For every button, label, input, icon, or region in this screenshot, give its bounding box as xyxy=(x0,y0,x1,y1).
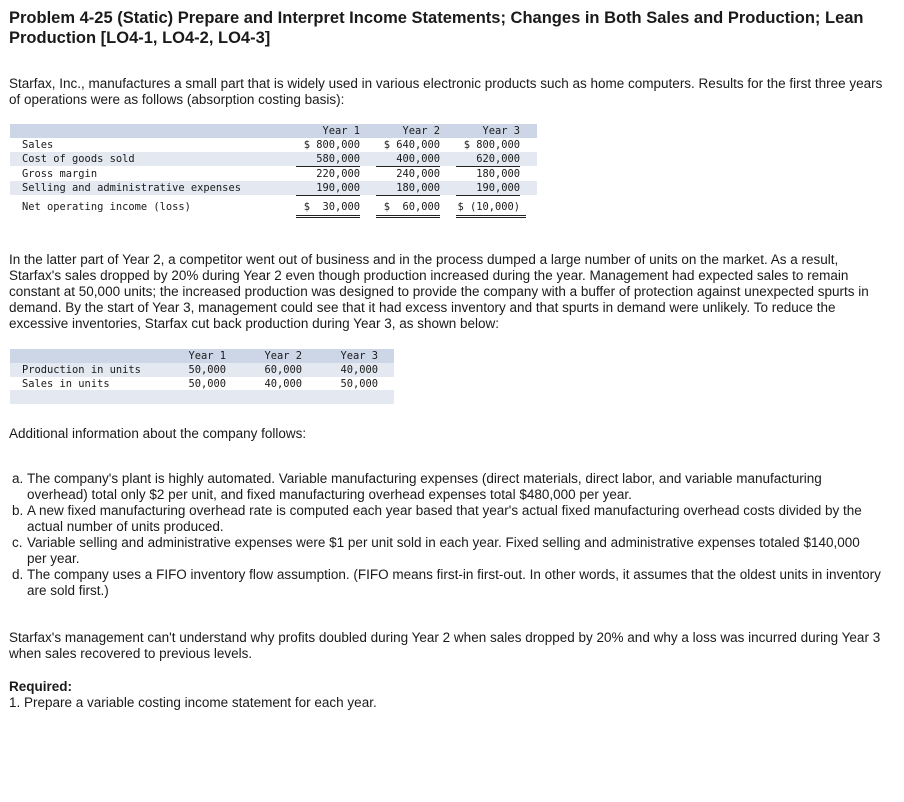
list-item-text: The company's plant is highly automated. Variable manufacturing expenses (direct materials, direct labor, and variable manufacturing overhead) total only $2 per unit, and fixed manufacturing overhead expenses total $480,000 per year. xyxy=(27,471,822,502)
total-double-underline xyxy=(376,217,440,218)
units-table xyxy=(10,349,394,404)
sales-year-2: $ 640,000 xyxy=(383,139,440,151)
list-item xyxy=(12,503,882,535)
row-label-sales-units: Sales in units xyxy=(22,378,110,390)
row-label-selling-admin: Selling and administrative expenses xyxy=(22,182,241,194)
required-heading: Required: xyxy=(9,679,73,694)
total-double-underline xyxy=(296,215,360,216)
sales-units-year-3: 50,000 xyxy=(340,378,378,390)
units-header-year-1: Year 1 xyxy=(188,350,226,362)
selling-admin-year-1: 190,000 xyxy=(316,182,360,194)
gross-margin-year-2: 240,000 xyxy=(396,168,440,180)
production-year-2: 60,000 xyxy=(264,364,302,376)
column-header-year-2: Year 2 xyxy=(402,125,440,137)
production-year-1: 50,000 xyxy=(188,364,226,376)
list-item xyxy=(12,471,882,503)
cogs-year-1: 580,000 xyxy=(316,153,360,165)
units-header-year-2: Year 2 xyxy=(264,350,302,362)
row-label-gross-margin: Gross margin xyxy=(22,168,98,180)
table-footer-band xyxy=(10,390,394,404)
column-header-year-3: Year 3 xyxy=(482,125,520,137)
list-marker: d. xyxy=(12,567,24,582)
selling-admin-year-3: 190,000 xyxy=(476,182,520,194)
sales-units-year-2: 40,000 xyxy=(264,378,302,390)
sales-year-3: $ 800,000 xyxy=(463,139,520,151)
management-paragraph: Starfax's management can't understand why profits doubled during Year 2 when sales dropped by 20% and why a loss was incurred during Year 3 when sales recovered to previous levels. xyxy=(9,630,881,661)
income-statement-table xyxy=(10,124,537,217)
net-income-year-3: $ (10,000) xyxy=(457,201,520,213)
list-marker: b. xyxy=(12,503,24,518)
column-header-year-1: Year 1 xyxy=(322,125,360,137)
list-marker: a. xyxy=(12,471,24,486)
production-year-3: 40,000 xyxy=(340,364,378,376)
cogs-year-2: 400,000 xyxy=(396,153,440,165)
list-item-text: The company uses a FIFO inventory flow assumption. (FIFO means first-in first-out. In other words, it assumes that the oldest units in inventory are sold first.) xyxy=(27,567,881,598)
total-double-underline xyxy=(456,215,526,216)
problem-title: Problem 4-25 (Static) Prepare and Interpret Income Statements; Changes in Both Sales and Production; Lean Production [LO4-1, LO4-2, LO4-3] xyxy=(9,9,864,47)
total-double-underline xyxy=(296,217,360,218)
net-income-year-1: $ 30,000 xyxy=(303,201,360,213)
total-double-underline xyxy=(456,217,526,218)
row-label-sales: Sales xyxy=(22,139,54,151)
list-item-text: A new fixed manufacturing overhead rate is computed each year based that year's actual fixed manufacturing overhead costs divided by the actual number of units produced. xyxy=(27,503,862,534)
sales-year-1: $ 800,000 xyxy=(303,139,360,151)
required-item: 1. Prepare a variable costing income statement for each year. xyxy=(9,695,377,710)
list-marker: c. xyxy=(12,535,23,550)
total-double-underline xyxy=(376,215,440,216)
selling-admin-year-2: 180,000 xyxy=(396,182,440,194)
row-label-net-operating-income: Net operating income (loss) xyxy=(22,201,191,213)
gross-margin-year-1: 220,000 xyxy=(316,168,360,180)
sales-units-year-1: 50,000 xyxy=(188,378,226,390)
cogs-year-3: 620,000 xyxy=(476,153,520,165)
subtotal-underline xyxy=(296,195,360,196)
subtotal-underline xyxy=(376,195,440,196)
row-label-cogs: Cost of goods sold xyxy=(22,153,135,165)
list-item xyxy=(12,535,882,567)
row-label-production-units: Production in units xyxy=(22,364,141,376)
units-header-year-3: Year 3 xyxy=(340,350,378,362)
additional-info-heading: Additional information about the company follows: xyxy=(9,426,307,441)
gross-margin-year-3: 180,000 xyxy=(476,168,520,180)
intro-paragraph: Starfax, Inc., manufactures a small part that is widely used in various electronic products such as home computers. Results for the first three years of operations were as follows (absorption costing basis): xyxy=(9,76,883,107)
list-item xyxy=(12,567,882,599)
subtotal-underline xyxy=(456,195,520,196)
list-item-text: Variable selling and administrative expenses were $1 per unit sold in each year. Fixed selling and administrative expenses totaled $140,000 per year. xyxy=(27,535,860,566)
competitor-paragraph: In the latter part of Year 2, a competitor went out of business and in the process dumped a large number of units on the market. As a result, Starfax's sales dropped by 20% during Year 2 even though production increased during the year. Management had expected sales to remain constant at 50,000 units; the increased production was designed to provide the company with a buffer of protection against unexpected spurts in demand. By the start of Year 3, management could see that it had excess inventory and that spurts in demand were unlikely. To reduce the excessive inventories, Starfax cut back production during Year 3, as shown below: xyxy=(9,252,869,331)
net-income-year-2: $ 60,000 xyxy=(383,201,440,213)
table-header-band xyxy=(10,124,537,138)
